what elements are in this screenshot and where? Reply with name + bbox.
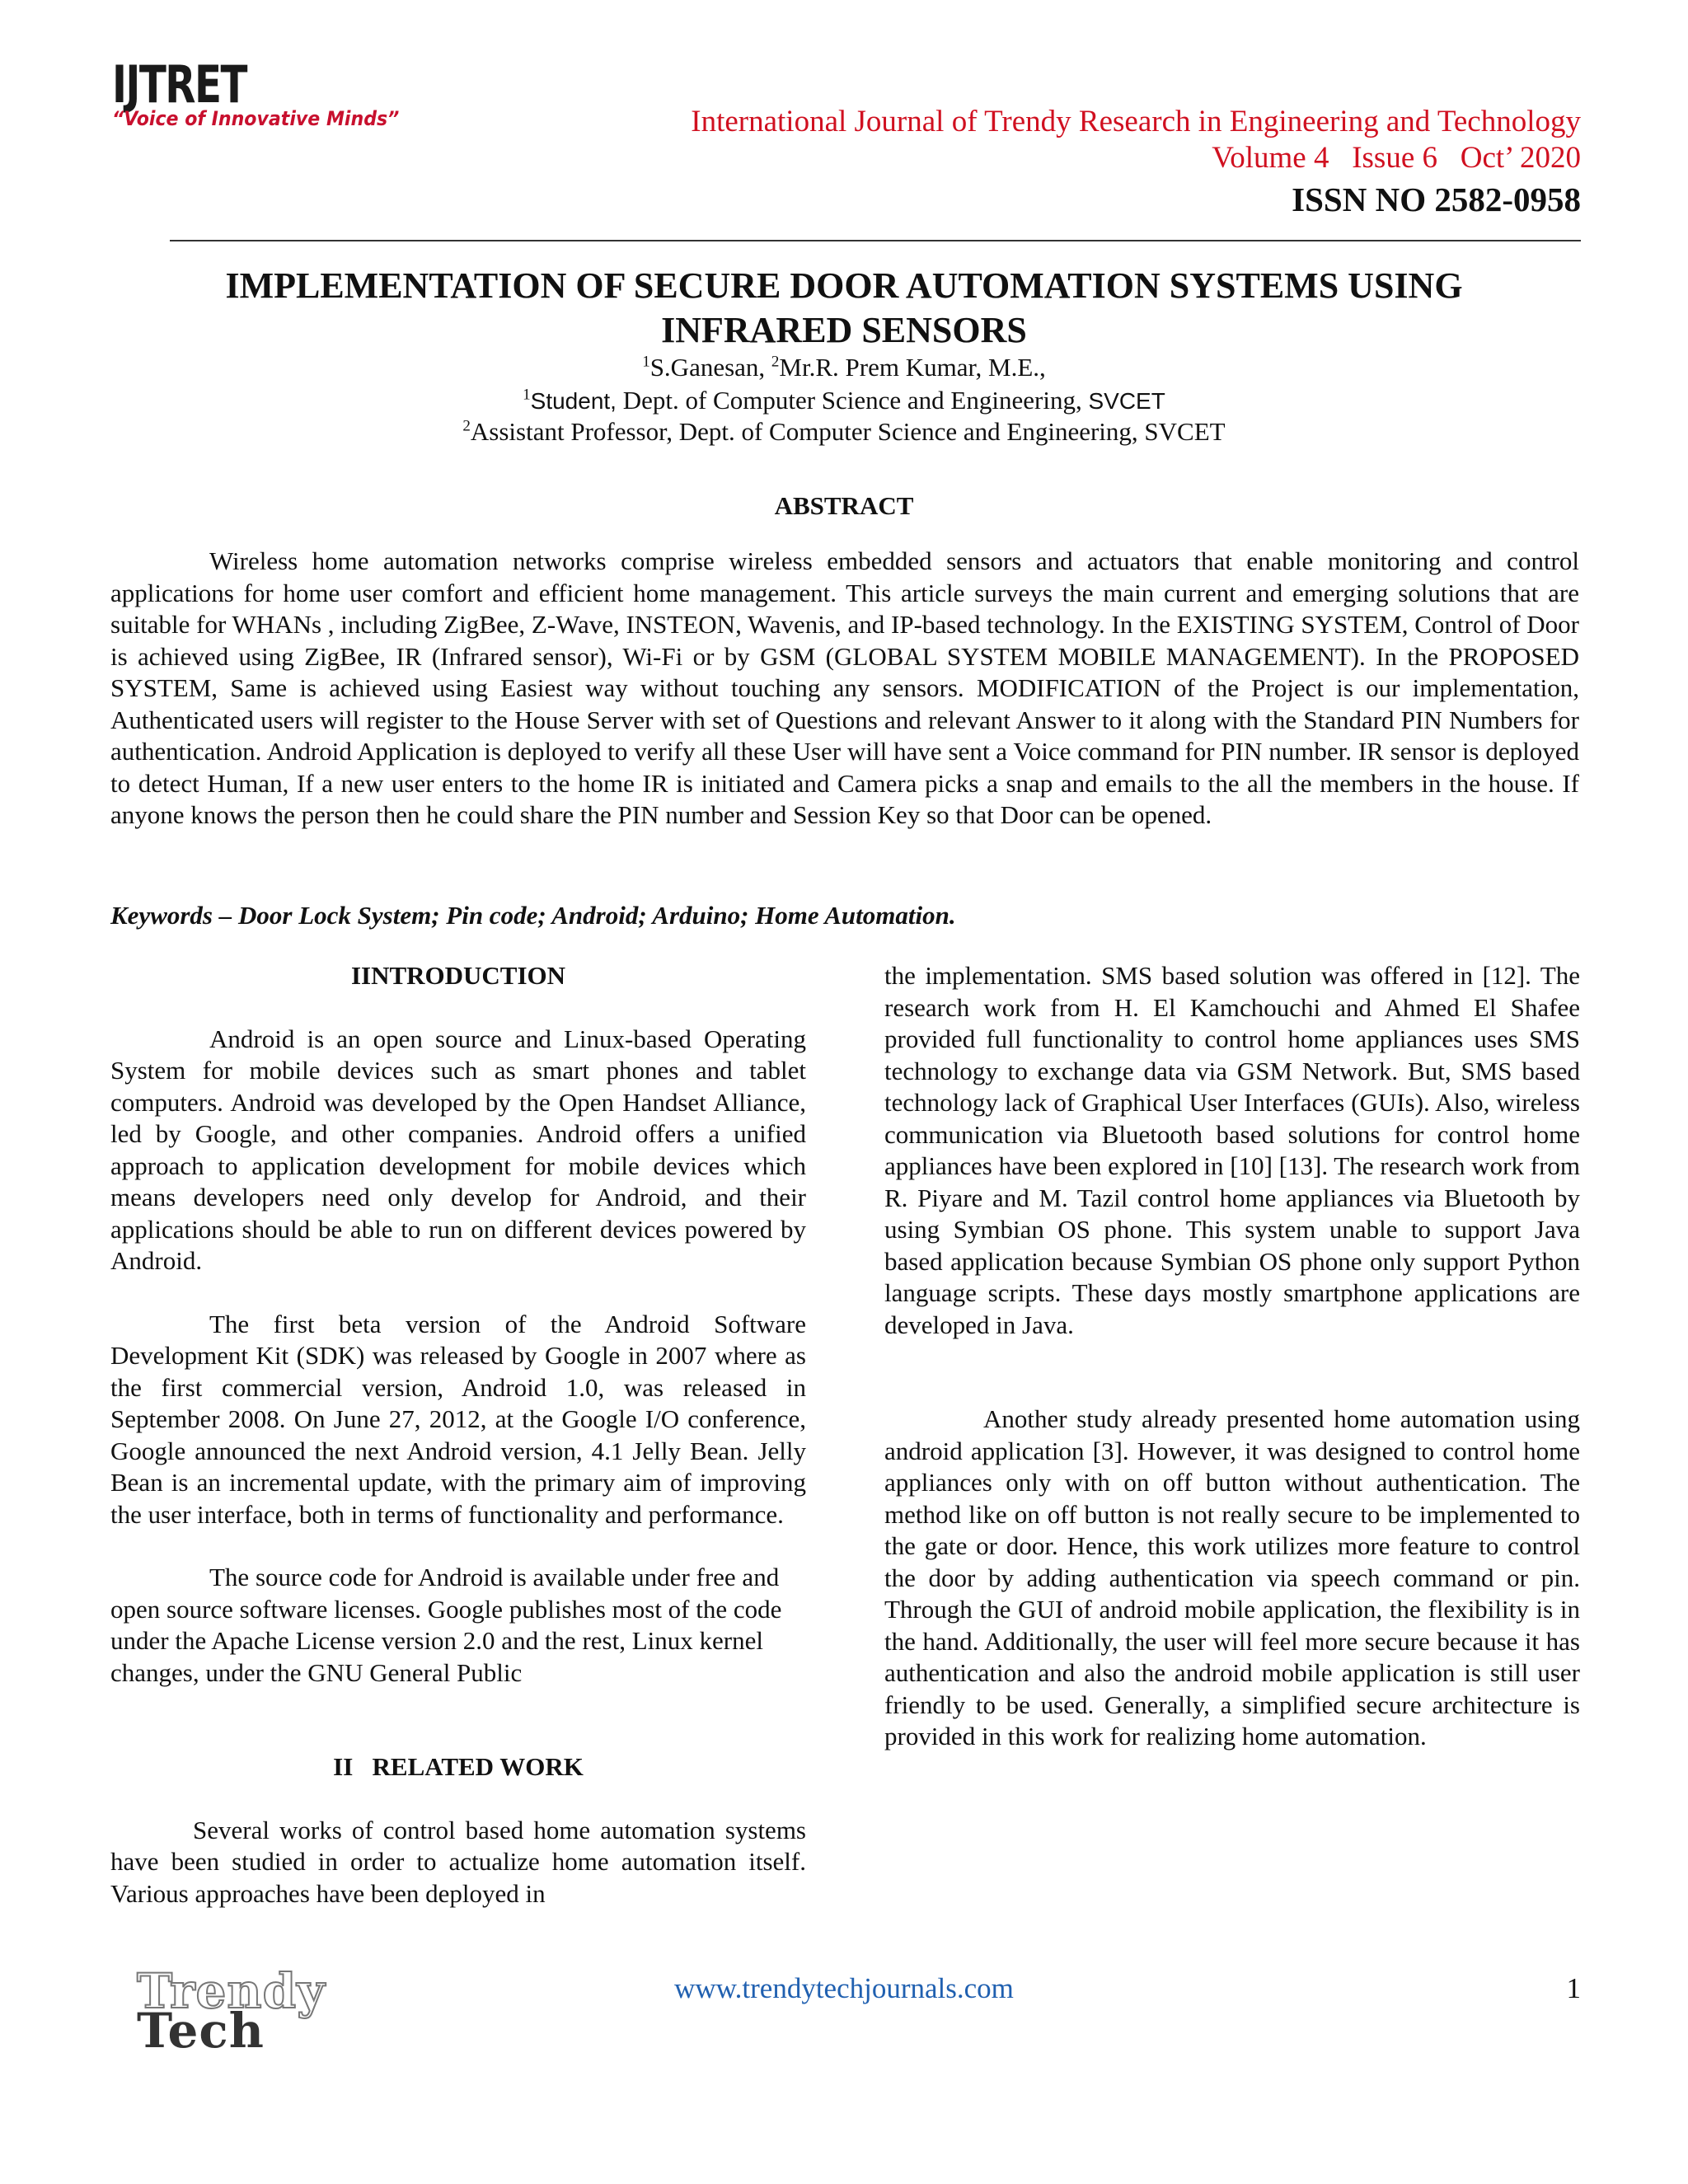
abstract-heading: ABSTRACT xyxy=(774,491,914,520)
journal-website-link[interactable]: www.trendytechjournals.com xyxy=(674,1972,1014,2004)
page-number: 1 xyxy=(1566,1972,1581,2004)
affiliation-2 xyxy=(107,417,1581,447)
related-work-paragraph-1: Several works of control based home automation systems have been studied in order to actualize home automation itself. Various approaches have been deployed in xyxy=(110,1815,806,1908)
affiliation-1-inst: SVCET xyxy=(1081,388,1165,414)
issn: ISSN NO 2582-0958 xyxy=(1292,180,1581,218)
keywords: Keywords – Door Lock System; Pin code; Android; Arduino; Home Automation. xyxy=(110,901,956,930)
author-list xyxy=(107,353,1581,382)
header-divider xyxy=(170,240,1581,241)
affiliation-2-sup: 2 xyxy=(462,417,471,435)
logo-mark: IJTRET xyxy=(112,54,246,115)
intro-heading: IINTRODUCTION xyxy=(350,961,566,990)
author-1-sup: 1 xyxy=(642,353,650,371)
journal-name: International Journal of Trendy Research in Engineering and Technology xyxy=(691,105,1581,138)
title-line-1: IMPLEMENTATION OF SECURE DOOR AUTOMATION SYSTEMS USING xyxy=(225,265,1463,306)
journal-logo xyxy=(112,54,424,130)
journal-info xyxy=(691,104,1581,176)
volume-issue: Volume 4 Issue 6 Oct’ 2020 xyxy=(1212,141,1581,175)
affiliation-1-dept: Dept. of Computer Science and Engineering, xyxy=(616,386,1082,415)
logo-line-tech: Tech xyxy=(137,2003,265,2059)
related-work-heading: II RELATED WORK xyxy=(333,1752,584,1781)
related-work-paragraph-3: Another study already presented home automation using android application [3]. However, it was designed to control home appliances only with on off button without authentication. The method like on off button is not really secure to be implemented to the gate or door. Hence, this work utilizes more feature to control the door by adding authentication via speech command or pin. Through the GUI of android mobile application, the flexibility is in the hand. Additionally, the user will feel more secure because it has authentication and also the android mobile application is still user friendly to be used. Generally, a simplified secure architecture is provided in this work for realizing home automation. xyxy=(884,1404,1580,1750)
related-work-paragraph-2: the implementation. SMS based solution was offered in [12]. The research work from H. El Kamchouchi and Ahmed El Shafee provided full functionality to control home appliances uses SMS technology to exchange data via GSM Network. But, SMS based technology lack of Graphical User Interfaces (GUIs). Also, wireless communication via Bluetooth based solutions for control home appliances have been explored in [10] [13]. The research work from R. Piyare and M. Tazil control home appliances via Bluetooth by using Symbian OS phone. This system unable to support Java based application because Symbian OS phone only support Python language scripts. These days mostly smartphone applications are developed in Java. xyxy=(884,961,1580,1339)
right-column xyxy=(884,960,1580,1753)
intro-paragraph-1: Android is an open source and Linux-based Operating System for mobile devices such as smart phones and tablet computers. Android was developed by the Open Handset Alliance, led by Google, and other companies. Android offers a unified approach to application development for mobile devices which means developers need only develop for Android, and their applications should be able to run on different devices powered by Android. xyxy=(110,1024,806,1275)
affiliation-1-role: Student, xyxy=(530,388,617,414)
logo-line-trendy: Trendy xyxy=(137,1963,326,2019)
intro-paragraph-3: The source code for Android is available under free and open source software licenses. Google publishes most of the code under the Apache License version 2.0 and the rest, Linux kernel changes, under the GNU General Public xyxy=(110,1563,782,1687)
intro-paragraph-2: The first beta version of the Android Software Development Kit (SDK) was released by Google in 2007 where as the first commercial version, Android 1.0, was released in September 2008. On June 27, 2012, at the Google I/O conference, Google announced the next Android version, 4.1 Jelly Bean. Jelly Bean is an incremental update, with the primary aim of improving the user interface, both in terms of functionality and performance. xyxy=(110,1309,806,1529)
title-line-2: INFRARED SENSORS xyxy=(661,310,1027,350)
logo-tagline: “Voice of Innovative Minds” xyxy=(112,107,400,130)
author-2-name: Mr.R. Prem Kumar, M.E., xyxy=(779,353,1046,382)
left-column xyxy=(110,960,806,1910)
author-1-name: S.Ganesan, xyxy=(649,353,771,382)
abstract-body: Wireless home automation networks comprise wireless embedded sensors and actuators that enable monitoring and control applications for home user comfort and efficient home management. This article surveys the main current and emerging solutions that are suitable for WHANs , including ZigBee, Z-Wave, INSTEON, Wavenis, and IP-based technology. In the EXISTING SYSTEM, Control of Door is achieved using ZigBee, IR (Infrared sensor), Wi-Fi or by GSM (GLOBAL SYSTEM MOBILE MANAGEMENT). In the PROPOSED SYSTEM, Same is achieved using Easiest way without touching any sensors. MODIFICATION of the Project is our implementation, Authenticated users will register to the House Server with set of Questions and relevant Answer to it along with the Standard PIN Numbers for authentication. Android Application is deployed to verify all these User will have sent a Voice command for PIN number. IR sensor is deployed to detect Human, If a new user enters to the home IR is initiated and Camera picks a snap and emails to the all the members in the house. If anyone knows the person then he could share the PIN number and Session Key so that Door can be opened. xyxy=(110,546,1579,829)
affiliation-2-text: Assistant Professor, Dept. of Computer Science and Engineering, SVCET xyxy=(470,417,1226,446)
paper-title xyxy=(107,264,1581,353)
affiliation-1-sup: 1 xyxy=(523,386,531,404)
author-2-sup: 2 xyxy=(771,353,780,371)
affiliation-1 xyxy=(107,386,1581,415)
